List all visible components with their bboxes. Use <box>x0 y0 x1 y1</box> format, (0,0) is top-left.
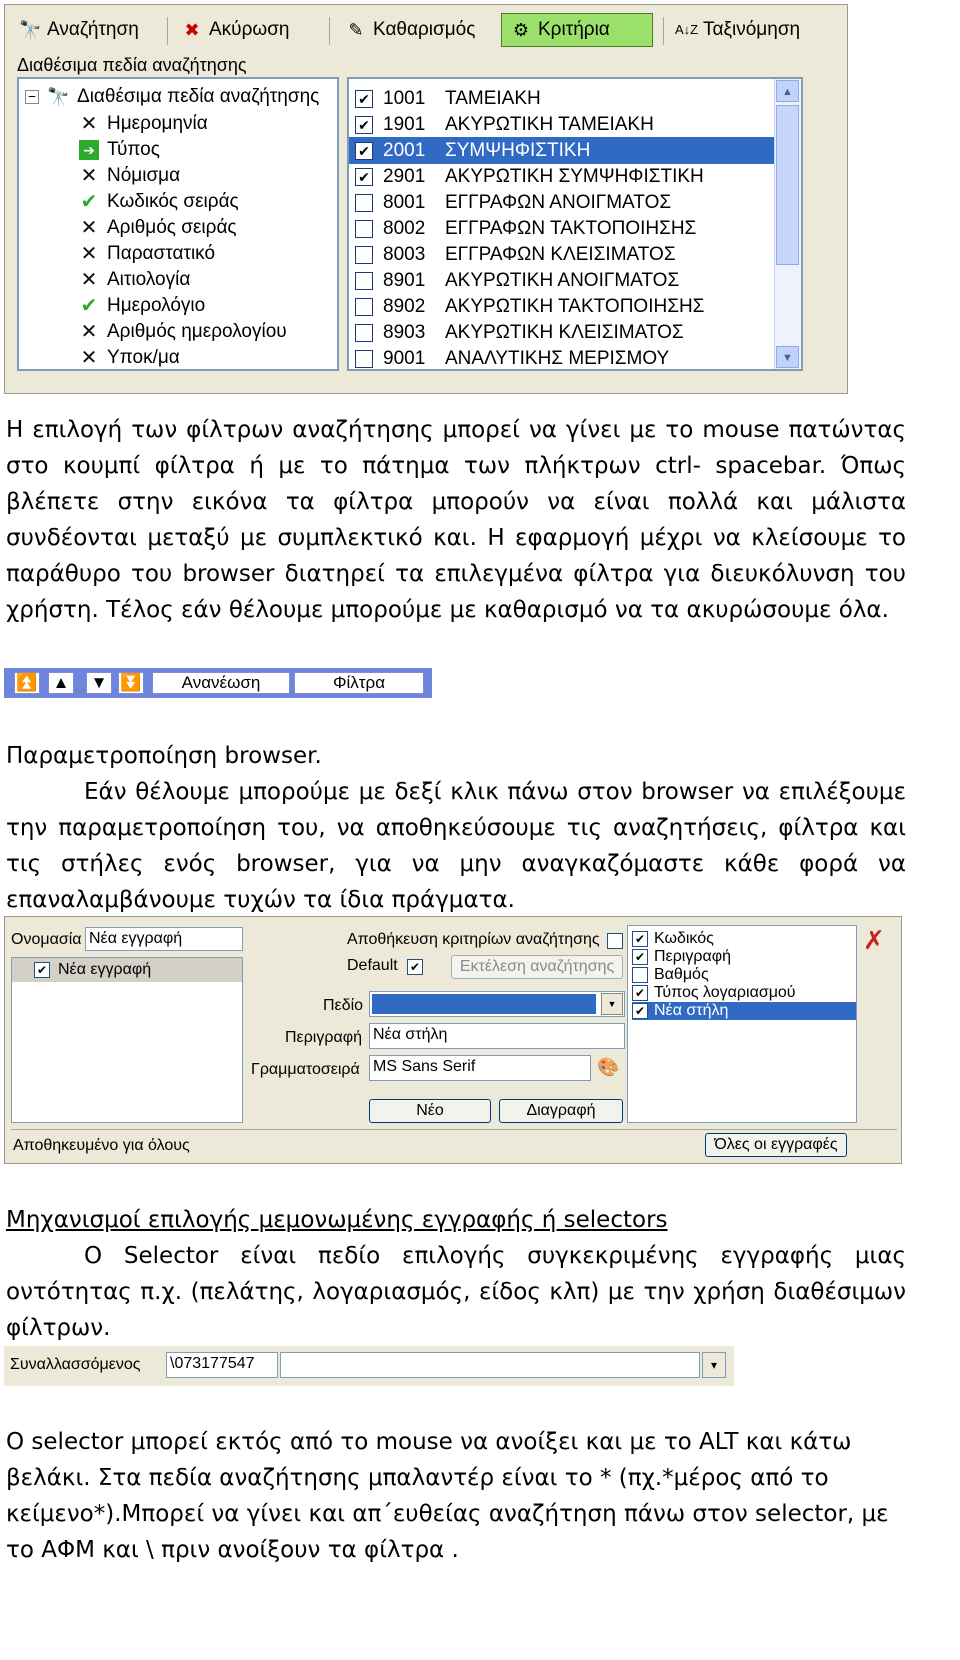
type-code: 9001 <box>383 347 426 369</box>
saved-for-all-label: Αποθηκευμένο για όλους <box>13 1137 190 1154</box>
type-name: ΑΚΥΡΩΤΙΚΗ ΚΛΕΙΣΙΜΑΤΟΣ <box>445 321 684 343</box>
column-label: Νέα στήλη <box>654 1002 729 1019</box>
tree-item-label: Κωδικός σειράς <box>107 190 239 212</box>
saved-item-label: Νέα εγγραφή <box>58 961 152 978</box>
type-checkbox[interactable]: ✔ <box>355 90 373 108</box>
saved-item-checkbox[interactable]: ✔ <box>34 962 50 978</box>
filter-icon: ⚙ <box>512 20 530 40</box>
excluded-icon: ✕ <box>80 321 98 343</box>
column-checkbox[interactable]: ✔ <box>632 931 648 947</box>
section-heading-config: Παραμετροποίηση browser. <box>6 743 322 769</box>
new-button[interactable]: Νέο <box>369 1099 491 1123</box>
type-name: ΤΑΜΕΙΑΚΗ <box>445 87 541 109</box>
type-name: ΑΚΥΡΩΤΙΚΗ ΣΥΜΨΗΦΙΣΤΙΚΗ <box>445 165 704 187</box>
type-code: 8903 <box>383 321 426 343</box>
tree-item[interactable] <box>79 240 215 267</box>
type-list-row[interactable] <box>349 215 775 242</box>
tree-item-label: Αριθμός ημερολογίου <box>107 320 287 342</box>
description-label: Περιγραφή <box>285 1029 362 1046</box>
filters-button[interactable]: Φίλτρα <box>294 672 424 694</box>
excluded-icon: ✕ <box>80 269 98 291</box>
type-checkbox[interactable]: ✔ <box>355 116 373 134</box>
included-icon: ✔ <box>80 191 98 213</box>
toolbar-separator <box>663 17 664 45</box>
refresh-button[interactable]: Ανανέωση <box>152 672 290 694</box>
collapse-icon[interactable]: − <box>25 90 39 104</box>
scroll-down-icon[interactable]: ▼ <box>776 346 799 368</box>
field-dropdown[interactable] <box>369 991 625 1017</box>
tree-item-label: Αιτιολογία <box>107 268 191 290</box>
delete-button[interactable]: Διαγραφή <box>499 1099 623 1123</box>
excluded-icon: ✕ <box>80 113 98 135</box>
cancel-button-label: Ακύρωση <box>209 19 290 40</box>
tree-item-label: Νόμισμα <box>107 164 181 186</box>
type-name: ΕΓΓΡΑΦΩΝ ΤΑΚΤΟΠΟΙΗΣΗΣ <box>445 217 697 239</box>
field-label: Πεδίο <box>323 997 364 1014</box>
type-code: 8901 <box>383 269 426 291</box>
column-label: Τύπος λογαριασμού <box>654 984 796 1001</box>
type-checkbox[interactable] <box>355 246 373 264</box>
saved-list <box>11 957 243 1123</box>
type-checkbox[interactable] <box>355 194 373 212</box>
type-checkbox[interactable] <box>355 272 373 290</box>
tree-item[interactable] <box>79 266 190 293</box>
columns-list <box>627 925 857 1123</box>
type-checkbox[interactable] <box>355 220 373 238</box>
selector-label: Συναλλασσόμενος <box>10 1356 141 1373</box>
save-criteria-label: Αποθήκευση κριτηρίων αναζήτησης <box>347 931 600 948</box>
type-name: ΕΓΓΡΑΦΩΝ ΑΝΟΙΓΜΑΤΟΣ <box>445 191 672 213</box>
type-list-row[interactable] <box>349 111 775 138</box>
type-checkbox[interactable] <box>355 350 373 368</box>
type-list-row[interactable] <box>349 319 775 346</box>
type-code: 2001 <box>383 139 426 161</box>
type-list-row[interactable] <box>349 189 775 216</box>
tree-root-label: Διαθέσιμα πεδία αναζήτησης <box>77 85 320 107</box>
search-criteria-window <box>4 4 848 394</box>
font-picker-icon[interactable]: 🎨 <box>597 1057 620 1077</box>
criteria-button-label: Κριτήρια <box>538 19 610 40</box>
selector-dropdown-icon[interactable]: ▾ <box>702 1352 726 1378</box>
browser-config-window <box>4 916 902 1164</box>
active-filter-icon: ➔ <box>79 140 99 160</box>
binoculars-icon: 🔭 <box>47 86 70 107</box>
field-selected-value <box>372 994 596 1014</box>
column-checkbox[interactable]: ✔ <box>632 985 648 1001</box>
type-name: ΑΚΥΡΩΤΙΚΗ ΑΝΟΙΓΜΑΤΟΣ <box>445 269 680 291</box>
font-label: Γραμματοσειρά <box>251 1061 360 1078</box>
search-button-label: Αναζήτηση <box>47 19 139 40</box>
eraser-icon: ✎ <box>348 20 364 40</box>
tree-item[interactable] <box>79 214 237 241</box>
tree-item[interactable] <box>79 188 239 215</box>
close-icon[interactable]: ✗ <box>863 925 885 955</box>
tree-item-label: Τύπος <box>107 138 160 160</box>
scroll-thumb[interactable] <box>776 105 799 265</box>
default-checkbox[interactable]: ✔ <box>407 959 423 975</box>
previous-record-icon[interactable]: ▲ <box>48 672 74 694</box>
type-list-row[interactable] <box>349 163 775 190</box>
clear-button[interactable] <box>337 13 483 47</box>
column-checkbox[interactable]: ✔ <box>632 949 648 965</box>
fields-tree <box>17 77 339 371</box>
type-list-row[interactable] <box>349 137 775 164</box>
column-label: Κωδικός <box>654 930 714 947</box>
tree-item-label: Υποκ/μα <box>107 346 180 368</box>
save-criteria-checkbox[interactable] <box>607 933 623 949</box>
type-list-row[interactable] <box>349 345 775 371</box>
toolbar-separator <box>167 17 168 45</box>
column-checkbox[interactable]: ✔ <box>632 1003 648 1019</box>
chevron-down-icon[interactable]: ▼ <box>601 993 623 1015</box>
type-name: ΑΚΥΡΩΤΙΚΗ ΤΑΜΕΙΑΚΗ <box>445 113 654 135</box>
type-name: ΣΥΜΨΗΦΙΣΤΙΚΗ <box>445 139 591 161</box>
type-name: ΑΚΥΡΩΤΙΚΗ ΤΑΚΤΟΠΟΙΗΣΗΣ <box>445 295 705 317</box>
name-field[interactable]: Νέα εγγραφή <box>85 927 243 951</box>
paragraph-selectors: Ο Selector είναι πεδίο επιλογής συγκεκριμένης εγγραφής μιας οντότητας π.χ. (πελάτης, λογαριασμός, είδος κλπ) με την χρήση διαθέσιμων φίλτρων. <box>6 1243 906 1341</box>
type-checkbox[interactable] <box>355 324 373 342</box>
sort-button[interactable] <box>667 13 808 47</box>
tree-item-label: Ημερομηνία <box>107 112 208 134</box>
paragraph-selector-usage: Ο selector μπορεί εκτός από το mouse να ανοίξει και με το ALT και κάτω βελάκι. Στα πεδία αναζήτησης μπαλαντέρ είναι το * (πχ.*μέρος από το κείμενο*).Μπορεί να γίνει και απ΄ευθείας αναζήτηση πάνω στον selector, με το ΑΦΜ και \ πριν ανοίξουν τα φίλτρα . <box>6 1429 889 1563</box>
excluded-icon: ✕ <box>80 243 98 265</box>
excluded-icon: ✕ <box>80 165 98 187</box>
binoculars-icon: 🔭 <box>19 20 42 40</box>
type-checkbox[interactable]: ✔ <box>355 168 373 186</box>
browser-navbar <box>4 668 432 698</box>
list-scrollbar[interactable] <box>774 79 801 369</box>
type-code: 8902 <box>383 295 426 317</box>
column-label: Περιγραφή <box>654 948 731 965</box>
column-row[interactable] <box>632 1002 856 1020</box>
tree-item[interactable] <box>79 162 180 189</box>
type-list-row[interactable] <box>349 267 775 294</box>
type-list <box>347 77 803 371</box>
selector-code-field[interactable]: \073177547 <box>166 1352 278 1378</box>
tree-item[interactable] <box>79 292 205 319</box>
name-label: Ονομασία <box>11 931 82 948</box>
tree-item[interactable] <box>79 136 160 163</box>
excluded-icon: ✕ <box>80 217 98 239</box>
selector-description-field[interactable] <box>280 1352 700 1378</box>
description-field[interactable]: Νέα στήλη <box>369 1023 625 1049</box>
next-record-icon[interactable]: ▼ <box>86 672 112 694</box>
type-code: 8003 <box>383 243 426 265</box>
paragraph-config: Εάν θέλουμε μπορούμε με δεξί κλικ πάνω στον browser να επιλέξουμε την παραμετροποίηση του, να αποθηκεύσουμε τις αναζητήσεις, φίλτρα και τις στήλες ενός browser, για να μην αναγκαζόμαστε κάθε φορά να επαναλαμβάνουμε τυχών τα ίδια πράγματα. <box>6 779 906 913</box>
saved-list-item[interactable] <box>12 958 242 982</box>
tree-item[interactable] <box>79 344 180 371</box>
default-label: Default <box>347 957 398 974</box>
tree-root[interactable] <box>25 83 319 110</box>
tree-item-label: Παραστατικό <box>107 242 216 264</box>
font-field[interactable]: MS Sans Serif <box>369 1055 591 1081</box>
type-list-row[interactable] <box>349 293 775 320</box>
tree-item-label: Ημερολόγιο <box>107 294 206 316</box>
selector-bar <box>4 1346 734 1386</box>
fields-panel-title: Διαθέσιμα πεδία αναζήτησης <box>17 55 247 75</box>
sort-button-label: Ταξινόμηση <box>703 19 801 40</box>
excluded-icon: ✕ <box>80 347 98 369</box>
last-record-icon[interactable]: ⏬ <box>118 672 144 694</box>
tree-item[interactable] <box>79 318 287 345</box>
column-checkbox[interactable] <box>632 967 648 983</box>
paragraph-filters: Η επιλογή των φίλτρων αναζήτησης μπορεί να γίνει με το mouse πατώντας στο κουμπί φίλτρα ή με το πάτημα των πλήκτρων ctrl- spacebar. Όπως βλέπετε στην εικόνα τα φίλτρα μπορούν να είναι πολλά και μάλιστα συνδέονται μεταξύ με συμπλεκτικό και. Η εφαρμογή μέχρι να κλείσουμε το παράθυρο του browser διατηρεί τα επιλεγμένα φίλτρα για διευκόλυνση του χρήστη. Τέλος εάν θέλουμε μπορούμε με καθαρισμό να τα ακυρώσουμε όλα. <box>6 417 906 623</box>
type-code: 8001 <box>383 191 426 213</box>
cancel-button[interactable] <box>173 13 298 47</box>
tree-item-label: Αριθμός σειράς <box>107 216 237 238</box>
type-code: 8002 <box>383 217 426 239</box>
type-name: ΕΓΓΡΑΦΩΝ ΚΛΕΙΣΙΜΑΤΟΣ <box>445 243 676 265</box>
first-record-icon[interactable]: ⏫ <box>14 672 40 694</box>
column-label: Βαθμός <box>654 966 709 983</box>
divider <box>11 1129 897 1130</box>
type-code: 1001 <box>383 87 426 109</box>
run-search-button[interactable]: Εκτέλεση αναζήτησης <box>451 955 623 979</box>
cancel-icon: ✖ <box>184 20 200 40</box>
included-icon: ✔ <box>80 295 98 317</box>
sort-az-icon: A↓Z <box>675 22 699 37</box>
scroll-up-icon[interactable]: ▲ <box>776 80 799 102</box>
all-records-button[interactable]: Όλες οι εγγραφές <box>705 1133 847 1157</box>
criteria-button[interactable] <box>501 13 653 47</box>
type-list-row[interactable] <box>349 241 775 268</box>
type-code: 1901 <box>383 113 426 135</box>
type-checkbox[interactable]: ✔ <box>355 142 373 160</box>
type-checkbox[interactable] <box>355 298 373 316</box>
toolbar-separator <box>329 17 330 45</box>
type-code: 2901 <box>383 165 426 187</box>
section-heading-selectors: Μηχανισμοί επιλογής μεμονωμένης εγγραφής ή selectors <box>6 1207 668 1233</box>
type-list-row[interactable] <box>349 85 775 112</box>
search-button[interactable] <box>11 13 147 47</box>
clear-button-label: Καθαρισμός <box>373 19 476 40</box>
type-name: ΑΝΑΛΥΤΙΚΗΣ ΜΕΡΙΣΜΟΥ <box>445 347 670 369</box>
tree-item[interactable] <box>79 110 208 137</box>
